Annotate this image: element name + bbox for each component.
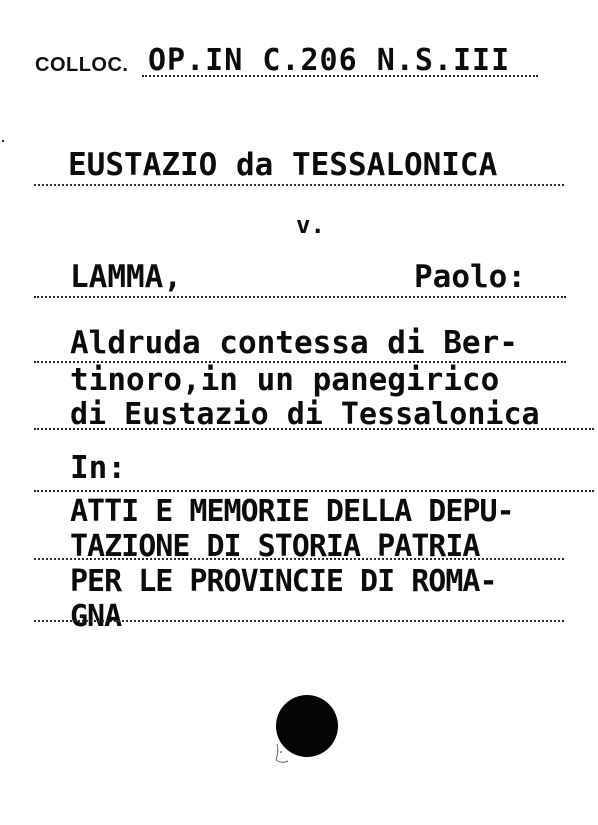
author-rule xyxy=(34,296,566,298)
title-line-2: tinoro,in un panegirico xyxy=(70,362,500,398)
source-line-4: GNA xyxy=(70,599,122,634)
author-forename: Paolo: xyxy=(414,259,526,295)
author-surname: LAMMA, xyxy=(70,259,182,295)
in-rule xyxy=(34,490,594,492)
margin-mark xyxy=(2,140,4,142)
shelfmark: OP.IN C.206 N.S.III xyxy=(148,43,511,78)
source-line-2: TAZIONE DI STORIA PATRIA xyxy=(70,529,480,564)
source-rule-4 xyxy=(34,620,564,622)
heading-name: EUSTAZIO da TESSALONICA xyxy=(68,147,498,183)
title-line-3: di Eustazio di Tessalonica xyxy=(70,397,540,432)
shelfmark-rule xyxy=(142,75,538,77)
source-line-3: PER LE PROVINCIE DI ROMA- xyxy=(70,564,497,599)
heading-rule xyxy=(34,184,564,186)
in-label: In: xyxy=(70,450,126,486)
source-rule-2 xyxy=(34,558,564,560)
title-line-1: Aldruda contessa di Ber- xyxy=(70,325,518,361)
title-rule-3 xyxy=(34,428,594,430)
cross-reference: v. xyxy=(296,211,325,239)
ink-smudge xyxy=(273,738,303,766)
colloc-label: COLLOC. xyxy=(35,54,129,76)
source-line-1: ATTI E MEMORIE DELLA DEPU- xyxy=(70,494,514,529)
